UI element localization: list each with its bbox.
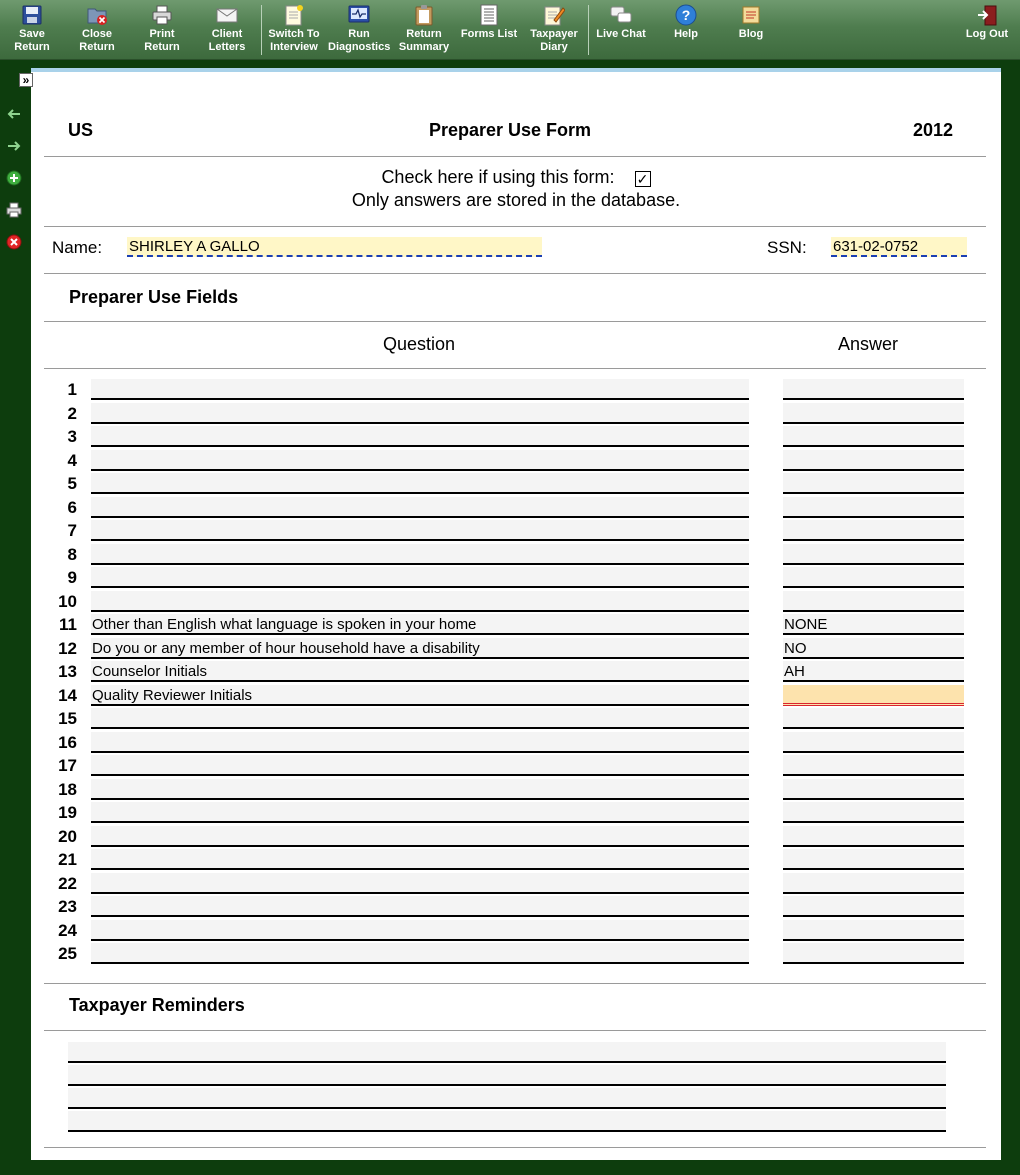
question-row-23 bbox=[31, 895, 1001, 918]
form-country: US bbox=[68, 120, 94, 140]
answer-field[interactable] bbox=[783, 896, 964, 917]
use-form-check-row bbox=[31, 167, 1001, 188]
live-chat-button[interactable] bbox=[590, 4, 652, 58]
client-letters-label: Client Letters bbox=[208, 28, 246, 53]
next-arrow-icon[interactable] bbox=[6, 138, 22, 154]
row-number: 25 bbox=[58, 944, 77, 963]
live-chat-label: Live Chat bbox=[596, 28, 646, 40]
question-field[interactable] bbox=[91, 708, 749, 729]
run-diagnostics-button[interactable] bbox=[328, 4, 390, 58]
question-field[interactable] bbox=[91, 802, 749, 823]
switch-to-interview-label: Switch To Interview bbox=[268, 28, 320, 53]
question-field[interactable] bbox=[91, 426, 749, 447]
diary-pencil-icon bbox=[543, 4, 565, 26]
row-number: 15 bbox=[58, 709, 77, 728]
question-field[interactable] bbox=[91, 755, 749, 776]
reminder-line-2[interactable] bbox=[68, 1065, 946, 1086]
question-row-18 bbox=[31, 778, 1001, 801]
question-row-20 bbox=[31, 825, 1001, 848]
row-number: 23 bbox=[58, 897, 77, 916]
svg-text:?: ? bbox=[681, 7, 691, 23]
row-number: 5 bbox=[67, 474, 77, 493]
question-field[interactable] bbox=[91, 732, 749, 753]
answer-field[interactable] bbox=[783, 779, 964, 800]
question-row-21 bbox=[31, 848, 1001, 871]
question-field[interactable] bbox=[91, 379, 749, 400]
question-column-header: Question bbox=[383, 334, 456, 354]
reminder-line-1[interactable] bbox=[68, 1042, 946, 1063]
preparer-use-fields-heading: Preparer Use Fields bbox=[69, 287, 239, 307]
question-field[interactable] bbox=[91, 591, 749, 612]
answer-field[interactable] bbox=[783, 755, 964, 776]
answer-field[interactable] bbox=[783, 544, 964, 565]
row-number: 3 bbox=[67, 427, 77, 446]
row-number: 16 bbox=[58, 732, 77, 752]
print-return-button[interactable] bbox=[131, 4, 193, 58]
question-field[interactable] bbox=[91, 567, 749, 588]
question-row-6 bbox=[31, 496, 1001, 519]
return-summary-label: Return Summary bbox=[398, 28, 450, 53]
print-return-label: Print Return bbox=[144, 28, 180, 53]
row-number: 9 bbox=[67, 568, 77, 587]
use-form-checkbox[interactable]: ✓ bbox=[635, 171, 651, 187]
taxpayer-diary-label: Taxpayer Diary bbox=[530, 28, 578, 53]
toolbar-separator bbox=[588, 5, 589, 55]
question-field[interactable] bbox=[91, 849, 749, 870]
add-form-icon[interactable] bbox=[6, 170, 22, 186]
row-number: 20 bbox=[58, 826, 77, 846]
ssn-label: SSN: bbox=[767, 238, 807, 257]
use-form-check-label: Check here if using this form: bbox=[381, 167, 615, 187]
answer-field[interactable] bbox=[783, 802, 964, 823]
envelope-icon bbox=[216, 4, 238, 26]
question-field[interactable] bbox=[91, 943, 749, 964]
row-number: 19 bbox=[58, 803, 77, 822]
delete-form-icon[interactable] bbox=[6, 234, 22, 250]
database-note: Only answers are stored in the database. bbox=[351, 190, 681, 210]
answer-field[interactable] bbox=[783, 685, 964, 706]
question-row-2 bbox=[31, 402, 1001, 425]
form-title: Preparer Use Form bbox=[428, 120, 592, 140]
log-out-label: Log Out bbox=[965, 28, 1009, 40]
log-out-button[interactable] bbox=[956, 4, 1018, 58]
save-return-button[interactable] bbox=[1, 4, 63, 58]
answer-field[interactable] bbox=[783, 520, 964, 541]
close-folder-icon bbox=[86, 4, 108, 26]
name-field[interactable]: SHIRLEY A GALLO bbox=[127, 237, 542, 257]
printer-icon bbox=[151, 4, 173, 26]
question-field[interactable]: Counselor Initials bbox=[91, 661, 749, 682]
divider bbox=[44, 1147, 986, 1148]
question-row-1 bbox=[31, 378, 1001, 401]
blog-label: Blog bbox=[738, 28, 764, 40]
close-return-button[interactable] bbox=[66, 4, 128, 58]
question-row-4 bbox=[31, 449, 1001, 472]
answer-field[interactable]: NO bbox=[783, 638, 964, 659]
blog-button[interactable] bbox=[720, 4, 782, 58]
previous-arrow-icon[interactable] bbox=[6, 106, 22, 122]
question-row-15 bbox=[31, 707, 1001, 730]
switch-to-interview-button[interactable] bbox=[263, 4, 325, 58]
run-diagnostics-label: Run Diagnostics bbox=[328, 28, 391, 53]
question-row-22 bbox=[31, 872, 1001, 895]
reminder-line-3[interactable] bbox=[68, 1088, 946, 1109]
answer-field[interactable] bbox=[783, 473, 964, 494]
question-row-14 bbox=[31, 684, 1001, 707]
forms-list-icon bbox=[478, 4, 500, 26]
question-field[interactable]: Other than English what language is spoken in your home bbox=[91, 614, 749, 635]
question-row-12 bbox=[31, 637, 1001, 660]
toolbar-separator bbox=[261, 5, 262, 55]
row-number: 13 bbox=[58, 662, 77, 681]
blog-scroll-icon bbox=[740, 4, 762, 26]
save-return-label: Save Return bbox=[14, 28, 50, 53]
row-number: 24 bbox=[58, 920, 77, 940]
clipboard-icon bbox=[413, 4, 435, 26]
answer-field[interactable] bbox=[783, 849, 964, 870]
question-row-16 bbox=[31, 731, 1001, 754]
question-field[interactable] bbox=[91, 779, 749, 800]
taxpayer-reminders-heading: Taxpayer Reminders bbox=[69, 995, 245, 1015]
question-row-24 bbox=[31, 919, 1001, 942]
main-toolbar bbox=[0, 0, 1020, 60]
row-number: 22 bbox=[58, 873, 77, 893]
row-number: 6 bbox=[67, 497, 77, 517]
question-field[interactable] bbox=[91, 450, 749, 471]
answer-field[interactable] bbox=[783, 379, 964, 400]
forms-list-label: Forms List bbox=[460, 28, 518, 40]
question-field[interactable] bbox=[91, 920, 749, 941]
question-row-7 bbox=[31, 519, 1001, 542]
answer-field[interactable] bbox=[783, 567, 964, 588]
question-row-13 bbox=[31, 660, 1001, 683]
help-button[interactable] bbox=[655, 4, 717, 58]
row-number: 14 bbox=[58, 685, 77, 705]
expand-panel-toggle[interactable]: » bbox=[19, 73, 33, 87]
client-letters-button[interactable] bbox=[196, 4, 258, 58]
question-field[interactable] bbox=[91, 896, 749, 917]
divider bbox=[44, 983, 986, 984]
divider bbox=[44, 156, 986, 157]
question-row-3 bbox=[31, 425, 1001, 448]
answer-field[interactable] bbox=[783, 591, 964, 612]
row-number: 2 bbox=[67, 403, 77, 423]
left-rail bbox=[0, 60, 30, 1175]
divider bbox=[44, 368, 986, 369]
close-return-label: Close Return bbox=[79, 28, 115, 53]
answer-field[interactable] bbox=[783, 943, 964, 964]
question-row-25 bbox=[31, 942, 1001, 965]
answer-field[interactable] bbox=[783, 873, 964, 894]
row-number: 1 bbox=[67, 380, 77, 399]
help-label: Help bbox=[674, 28, 698, 40]
answer-field[interactable] bbox=[783, 450, 964, 471]
answer-column-header: Answer bbox=[838, 334, 899, 354]
answer-field[interactable] bbox=[783, 403, 964, 424]
question-row-11 bbox=[31, 613, 1001, 636]
row-number: 12 bbox=[58, 638, 77, 658]
divider bbox=[44, 1030, 986, 1031]
return-summary-button[interactable] bbox=[393, 4, 455, 58]
help-question-icon bbox=[675, 4, 697, 26]
row-number: 11 bbox=[59, 615, 77, 634]
row-number: 18 bbox=[58, 779, 77, 799]
question-field[interactable]: Quality Reviewer Initials bbox=[91, 685, 749, 706]
question-row-17 bbox=[31, 754, 1001, 777]
preparer-use-form bbox=[31, 68, 1001, 1160]
interview-document-icon bbox=[283, 4, 305, 26]
question-field[interactable] bbox=[91, 826, 749, 847]
row-number: 4 bbox=[67, 450, 77, 470]
form-year: 2012 bbox=[913, 120, 954, 140]
question-row-9 bbox=[31, 566, 1001, 589]
answer-field[interactable]: NONE bbox=[783, 614, 964, 635]
name-label: Name: bbox=[52, 238, 103, 257]
answer-field[interactable] bbox=[783, 826, 964, 847]
answer-field[interactable] bbox=[783, 732, 964, 753]
diagnostics-monitor-icon bbox=[348, 4, 370, 26]
question-row-10 bbox=[31, 590, 1001, 613]
print-form-icon[interactable] bbox=[6, 202, 22, 218]
question-field[interactable] bbox=[91, 403, 749, 424]
log-out-door-icon bbox=[976, 4, 998, 26]
question-field[interactable] bbox=[91, 497, 749, 518]
question-row-8 bbox=[31, 543, 1001, 566]
row-number: 10 bbox=[58, 591, 77, 611]
reminder-line-4[interactable] bbox=[68, 1111, 946, 1132]
question-field[interactable] bbox=[91, 544, 749, 565]
row-number: 8 bbox=[67, 544, 77, 564]
question-field[interactable] bbox=[91, 473, 749, 494]
forms-list-button[interactable] bbox=[458, 4, 520, 58]
row-number: 7 bbox=[67, 521, 77, 540]
answer-field[interactable] bbox=[783, 920, 964, 941]
floppy-disk-icon bbox=[21, 4, 43, 26]
question-field[interactable] bbox=[91, 873, 749, 894]
answer-field[interactable] bbox=[783, 426, 964, 447]
answer-field[interactable] bbox=[783, 497, 964, 518]
divider bbox=[44, 226, 986, 227]
divider bbox=[44, 321, 986, 322]
question-field[interactable]: Do you or any member of hour household have a disability bbox=[91, 638, 749, 659]
row-number: 21 bbox=[58, 850, 77, 869]
row-number: 17 bbox=[58, 756, 77, 775]
question-field[interactable] bbox=[91, 520, 749, 541]
ssn-field[interactable]: 631-02-0752 bbox=[831, 237, 967, 257]
question-row-19 bbox=[31, 801, 1001, 824]
taxpayer-diary-button[interactable] bbox=[523, 4, 585, 58]
question-row-5 bbox=[31, 472, 1001, 495]
divider bbox=[44, 273, 986, 274]
answer-field[interactable] bbox=[783, 708, 964, 729]
answer-field[interactable]: AH bbox=[783, 661, 964, 682]
chat-bubbles-icon bbox=[610, 4, 632, 26]
